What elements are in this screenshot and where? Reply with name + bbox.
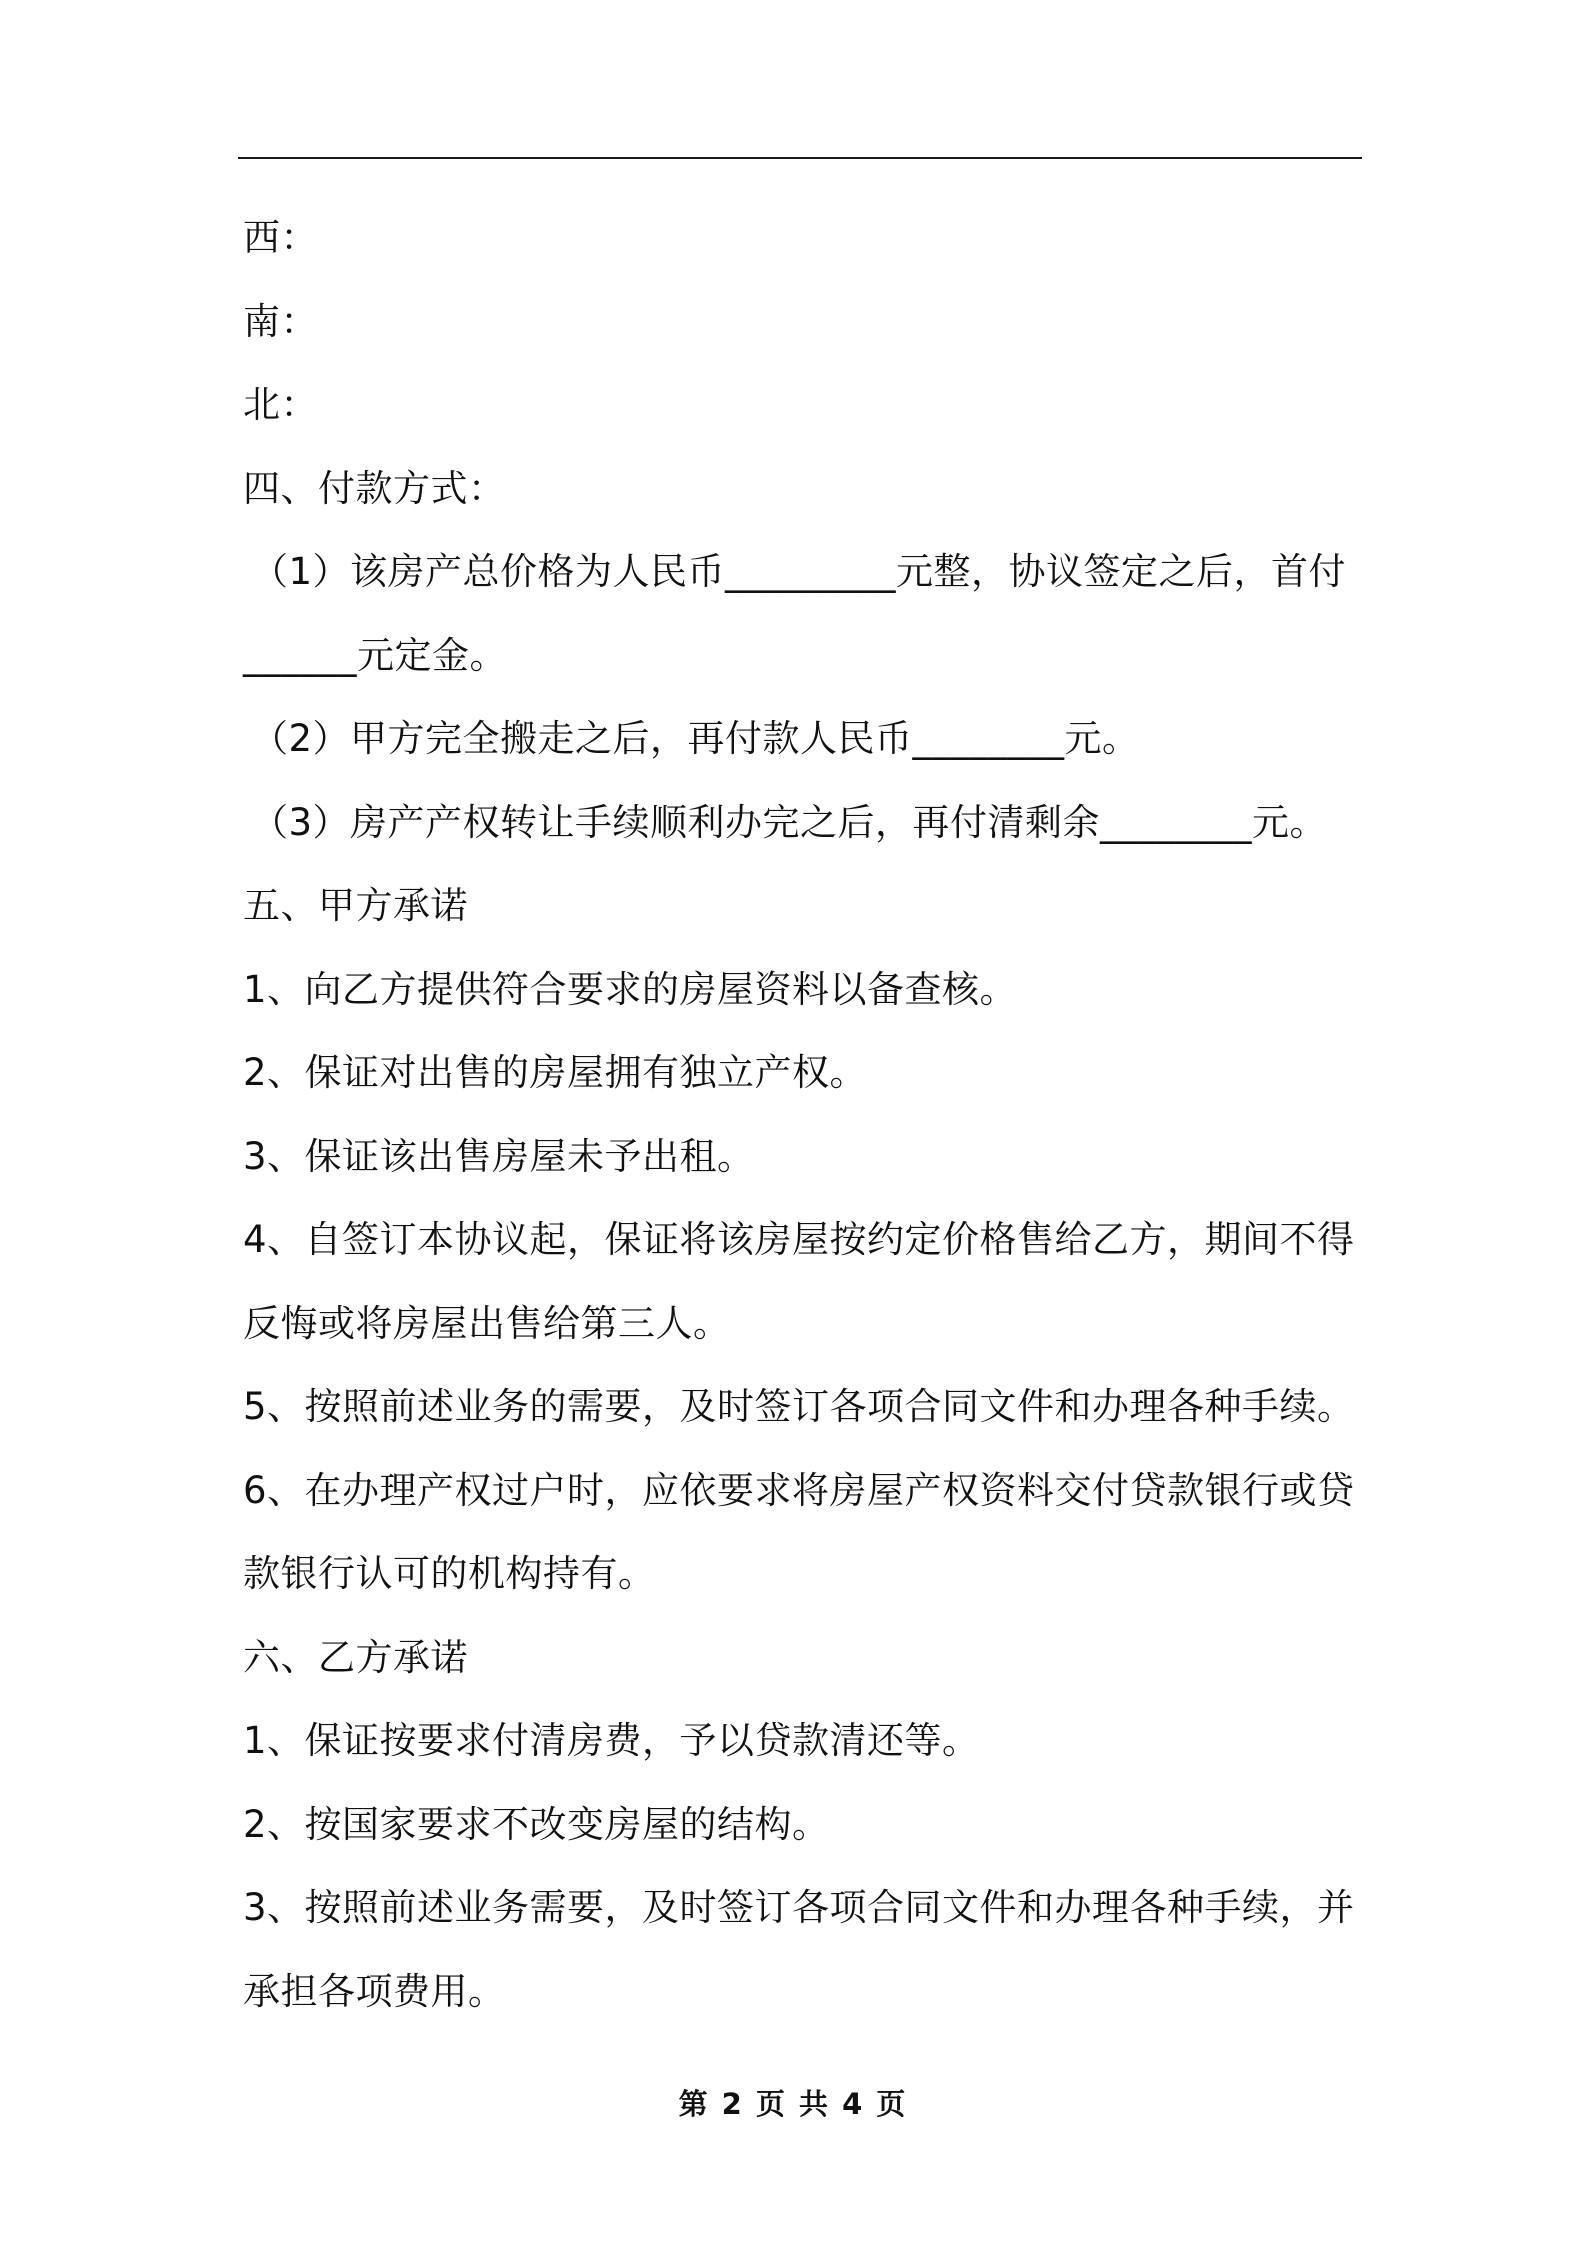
text-line: 6、在办理产权过户时，应依要求将房屋产权资料交付贷款银行或贷 [243, 1468, 1355, 1512]
text-line: （1）该房产总价格为人民币_________元整，协议签定之后，首付 [251, 550, 1347, 593]
text-line: 南： [243, 299, 318, 343]
text-line: 1、向乙方提供符合要求的房屋资料以备查核。 [243, 967, 1018, 1011]
text-line: （3）房产产权转让手续顺利办完之后，再付清剩余________元。 [251, 800, 1328, 844]
page-number: 第 2 页 共 4 页 [678, 2087, 908, 2121]
text-line: （2）甲方完全搬走之后，再付款人民币________元。 [251, 717, 1140, 760]
text-line: ______元定金。 [243, 633, 507, 677]
header-rule [238, 157, 1362, 159]
text-line: 西： [243, 216, 318, 259]
text-line: 3、按照前述业务需要，及时签订各项合同文件和办理各种手续，并 [243, 1886, 1355, 1929]
text-line: 款银行认可的机构持有。 [243, 1552, 656, 1595]
text-line: 5、按照前述业务的需要，及时签订各项合同文件和办理各种手续。 [243, 1385, 1355, 1428]
text-line: 反悔或将房屋出售给第三人。 [243, 1301, 731, 1345]
text-line: 1、保证按要求付清房费，予以贷款清还等。 [243, 1719, 980, 1762]
text-line: 2、按国家要求不改变房屋的结构。 [243, 1802, 830, 1846]
text-line: 4、自签订本协议起，保证将该房屋按约定价格售给乙方，期间不得 [243, 1218, 1355, 1261]
text-line: 3、保证该出售房屋未予出租。 [243, 1134, 755, 1178]
section-heading: 六、乙方承诺 [243, 1635, 468, 1679]
text-line: 承担各项费用。 [243, 1969, 506, 2013]
section-heading: 四、付款方式： [243, 466, 506, 510]
text-line: 北： [243, 383, 318, 426]
section-heading: 五、甲方承诺 [243, 884, 468, 927]
text-line: 2、保证对出售的房屋拥有独立产权。 [243, 1051, 868, 1094]
document-body [243, 196, 1358, 2033]
